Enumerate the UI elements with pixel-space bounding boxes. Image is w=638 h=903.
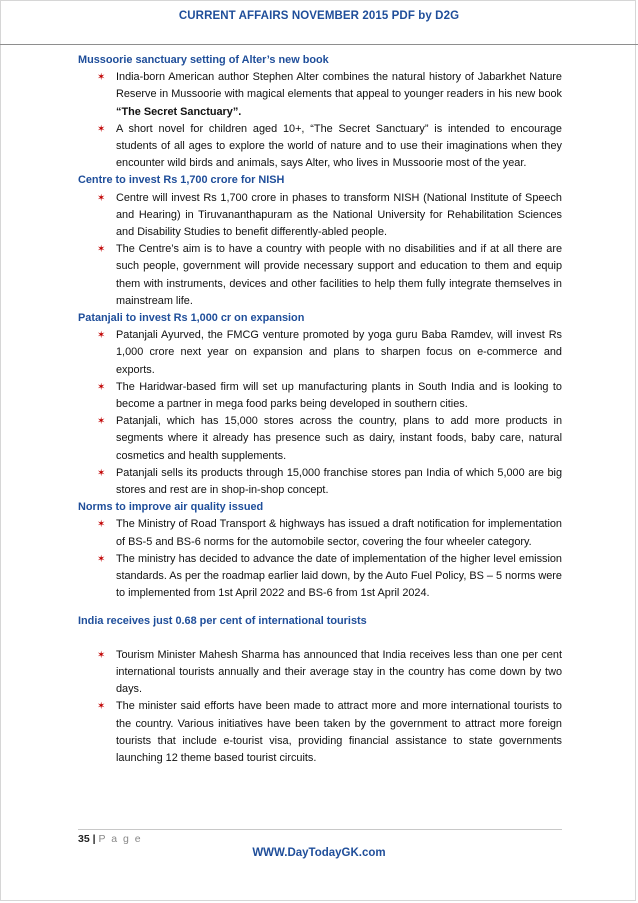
page-number: 35 xyxy=(78,833,90,845)
star-bullet-icon: ✶ xyxy=(97,244,106,256)
section-nish xyxy=(78,172,562,310)
section-heading: Centre to invest Rs 1,700 crore for NISH xyxy=(78,174,285,187)
bullet-list xyxy=(78,516,562,602)
bullet-text: The Ministry of Road Transport & highways has issued a draft notification for implementation of BS-5 and BS-6 norms for the automobile sector, covering the four wheeler category. xyxy=(116,518,562,548)
bullet-text: Patanjali, which has 15,000 stores across the country, plans to add more products in segments where it already has presence such as dairy, instant foods, baby care, natural cosmetics and health supplements. xyxy=(116,415,562,462)
section-air-quality xyxy=(78,499,562,602)
bullet-text: Patanjali sells its products through 15,000 franchise stores pan India of which 5,000 are big stores and rest are in shop-in-shop concept. xyxy=(116,466,562,497)
star-bullet-icon: ✶ xyxy=(97,416,106,428)
book-title: “The Secret Sanctuary”. xyxy=(116,105,242,118)
bullet-item xyxy=(78,121,562,173)
bullet-item xyxy=(78,647,562,699)
bullet-item xyxy=(78,327,562,379)
bullet-text: The Haridwar-based firm will set up manufacturing plants in South India and is looking to become a partner in mega food parks being developed in southern cities. xyxy=(116,380,562,411)
star-bullet-icon: ✶ xyxy=(97,123,106,135)
section-patanjali xyxy=(78,310,562,499)
footer-website-link[interactable]: WWW.DayTodayGK.com xyxy=(252,847,386,859)
section-heading: Mussoorie sanctuary setting of Alter’s new book xyxy=(78,54,329,66)
bullet-text: The minister said efforts have been made to attract more and more international tourists to the country. Various initiatives have been taken by the government to attract more foreign tourists that include e-tourist visa, providing financial assistance to state governments launching 12 theme based tourist circuits. xyxy=(116,700,562,764)
bullet-text: Patanjali Ayurved, the FMCG venture promoted by yoga guru Baba Ramdev, will invest Rs 1,000 crore next year on expansion and plans to sharpen focus on e-commerce and exports. xyxy=(116,329,562,376)
star-bullet-icon: ✶ xyxy=(97,192,106,204)
star-bullet-icon: ✶ xyxy=(97,519,106,531)
section-heading: Norms to improve air quality issued xyxy=(78,501,264,514)
bullet-item xyxy=(78,465,562,499)
bullet-item xyxy=(78,698,562,767)
bullet-text: India-born American author Stephen Alter combines the natural history of Jabarkhet Nature Reserve in Mussoorie with magical elements that appeal to younger readers in his new book xyxy=(116,71,562,101)
bullet-list xyxy=(78,69,562,172)
page-content xyxy=(78,52,562,767)
bullet-item xyxy=(78,413,562,465)
header-divider xyxy=(0,44,638,45)
page-number-label xyxy=(78,833,142,845)
section-mussoorie-sanctuary xyxy=(78,52,562,172)
bullet-item xyxy=(78,69,562,121)
star-bullet-icon: ✶ xyxy=(97,553,106,565)
bullet-text: Tourism Minister Mahesh Sharma has announced that India receives less than one per cent international tourists annually and their average stay in the country has come down by two days. xyxy=(116,648,562,696)
bullet-text: A short novel for children aged 10+, “The Secret Sanctuary” is intended to encourage students of all ages to explore the world of nature and to use their imaginations when they encounter wild birds and animals, says Alter, who lives in Mussoorie most of the year. xyxy=(116,122,562,170)
bullet-text: The Centre’s aim is to have a country with people with no disabilities and if at all there are such people, government will provide necessary support and education to them and equip them with instruments, devices and other facilities to help them fully integrate themselves in mainstream life. xyxy=(116,243,562,307)
section-heading: India receives just 0.68 per cent of international tourists xyxy=(78,614,367,627)
page-word: P a g e xyxy=(98,833,143,845)
bullet-list xyxy=(78,190,562,310)
footer-divider xyxy=(78,829,562,830)
star-bullet-icon: ✶ xyxy=(97,701,106,713)
section-tourists xyxy=(78,613,562,768)
bullet-list xyxy=(78,327,562,499)
header-title: CURRENT AFFAIRS NOVEMBER 2015 PDF by D2G xyxy=(178,10,460,22)
bullet-item xyxy=(78,551,562,603)
page-separator: | xyxy=(92,833,96,845)
bullet-text: The ministry has decided to advance the date of implementation of the higher level emission standards. As per the roadmap earlier laid down, by the Auto Fuel Policy, BS – 5 norms were to implemented from 1st April 2022 and BS-6 from 1st April 2024. xyxy=(116,552,562,600)
bullet-item xyxy=(78,516,562,550)
bullet-item xyxy=(78,379,562,413)
section-heading: Patanjali to invest Rs 1,000 cr on expansion xyxy=(78,312,305,325)
star-bullet-icon: ✶ xyxy=(97,467,106,479)
bullet-list xyxy=(78,647,562,767)
star-bullet-icon: ✶ xyxy=(97,72,106,84)
bullet-text: Centre will invest Rs 1,700 crore in phases to transform NISH (National Institute of Speech and Hearing) in Tiruvananthapuram as the National University for Rehabilitation Sciences and Disability Studies to benefit differently-abled people. xyxy=(116,191,562,239)
star-bullet-icon: ✶ xyxy=(97,381,106,393)
bullet-item xyxy=(78,241,562,310)
star-bullet-icon: ✶ xyxy=(97,649,106,661)
bullet-item xyxy=(78,190,562,242)
star-bullet-icon: ✶ xyxy=(97,330,106,342)
